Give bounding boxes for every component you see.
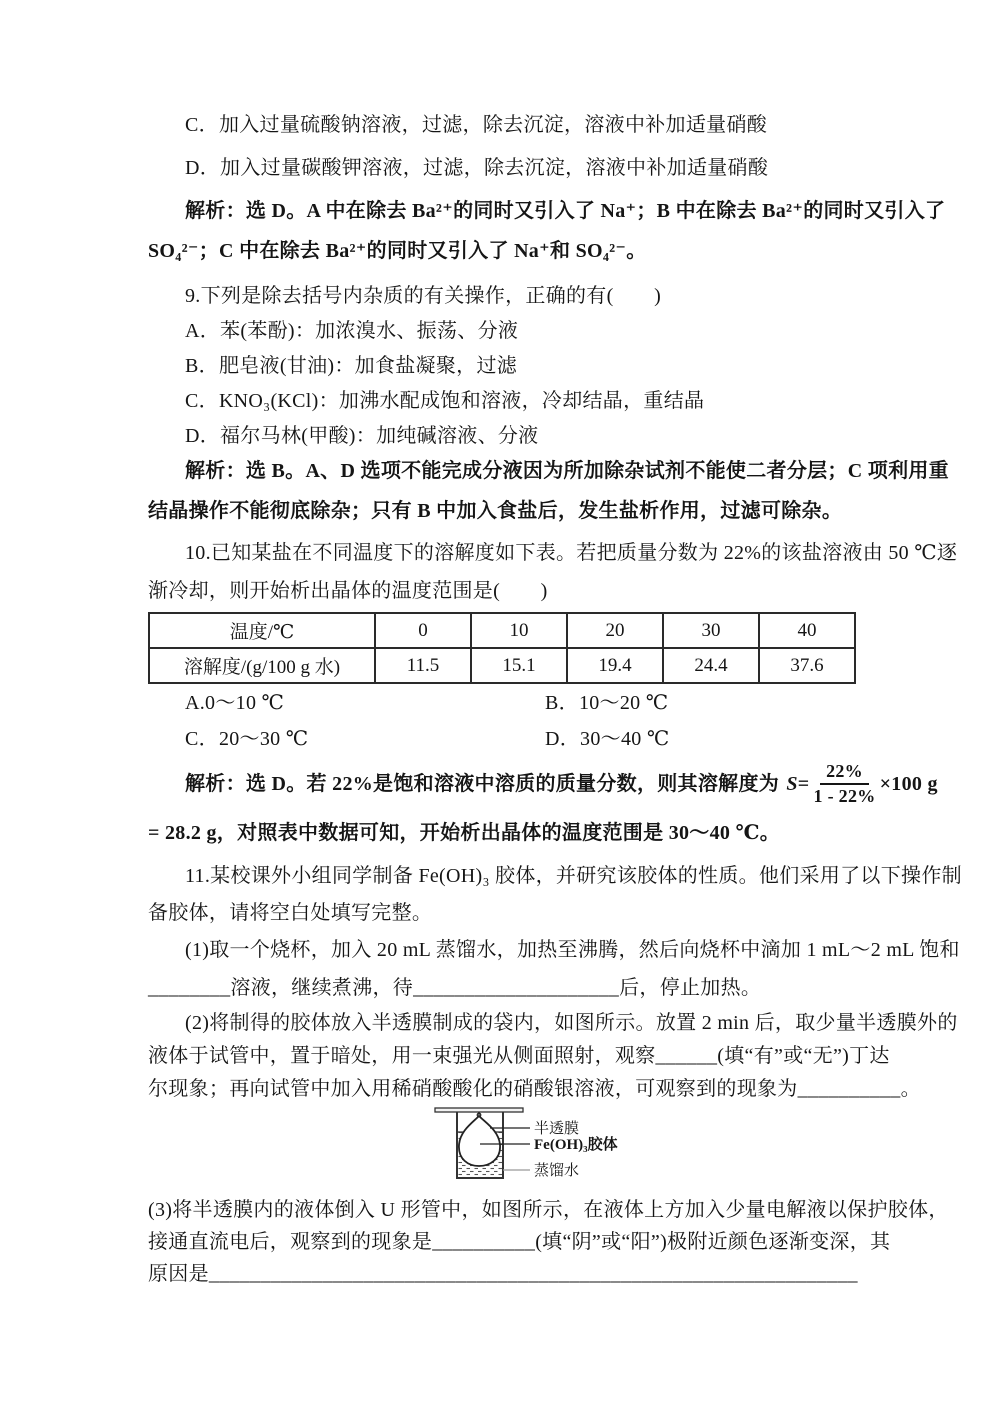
solubility-symbol: S bbox=[786, 772, 798, 795]
q9-option-a: A．苯(苯酚)：加浓溴水、振荡、分液 bbox=[185, 320, 519, 342]
table-cell: 20 bbox=[567, 613, 663, 648]
q9-option-d: D．福尔马林(甲酸)：加纯碱溶液、分液 bbox=[185, 425, 539, 447]
q10-stem-line1: 10.已知某盐在不同温度下的溶解度如下表。若把质量分数为 22%的该盐溶液由 50 ℃逐 bbox=[185, 542, 958, 564]
table-cell: 11.5 bbox=[375, 648, 471, 683]
q9-analysis-line1: 解析：选 B。A、D 选项不能完成分液因为所加除杂试剂不能使二者分层；C 项利用重 bbox=[185, 460, 949, 482]
membrane-bag bbox=[459, 1116, 500, 1166]
table-cell: 24.4 bbox=[663, 648, 759, 683]
q10-analysis-line2: = 28.2 g，对照表中数据可知，开始析出晶体的温度范围是 30～40 ℃。 bbox=[148, 822, 781, 844]
fraction-numerator: 22% bbox=[820, 761, 869, 785]
table-cell: 40 bbox=[759, 613, 855, 648]
q9-option-c: C．KNO₃(KCl)：加沸水配成饱和溶液，冷却结晶，重结晶 bbox=[185, 390, 705, 412]
membrane-label: 半透膜 bbox=[534, 1121, 580, 1137]
q9-option-b: B．肥皂液(甘油)：加食盐凝聚，过滤 bbox=[185, 355, 518, 377]
colloid-label: Fe(OH)₃胶体 bbox=[534, 1137, 618, 1153]
q10-analysis-pre: 解析：选 D。若 22%是饱和溶液中溶质的质量分数，则其溶解度为 bbox=[185, 772, 785, 795]
table-header-solubility: 溶解度/(g/100 g 水) bbox=[149, 648, 375, 683]
q11-stem-line2: 备胶体，请将空白处填写完整。 bbox=[148, 902, 433, 924]
fraction bbox=[813, 761, 875, 807]
solubility-table bbox=[148, 612, 856, 684]
equals-sign: = bbox=[797, 772, 810, 795]
q8-option-d: D．加入过量碳酸钾溶液，过滤，除去沉淀，溶液中补加适量硝酸 bbox=[185, 157, 769, 179]
table-cell: 10 bbox=[471, 613, 567, 648]
table-cell: 37.6 bbox=[759, 648, 855, 683]
table-cell: 15.1 bbox=[471, 648, 567, 683]
q11-part2-line3: 尔现象；再向试管中加入用稀硝酸酸化的硝酸银溶液，可观察到的现象为__________。 bbox=[148, 1078, 921, 1100]
q9-stem: 9.下列是除去括号内杂质的有关操作，正确的有( ) bbox=[185, 285, 662, 307]
table-row-temperature bbox=[149, 613, 855, 648]
support-rod bbox=[435, 1108, 523, 1112]
table-row-solubility bbox=[149, 648, 855, 683]
q10-option-a: A.0～10 ℃ bbox=[185, 692, 285, 714]
dialysis-diagram bbox=[430, 1098, 670, 1203]
water-label: 蒸馏水 bbox=[534, 1163, 580, 1179]
q10-analysis-line1 bbox=[185, 752, 938, 816]
q8-analysis-line1: 解析：选 D。A 中在除去 Ba²⁺的同时又引入了 Na⁺；B 中在除去 Ba²⁺的同时又引入了 bbox=[185, 200, 946, 222]
q11-part2-line2: 液体于试管中，置于暗处，用一束强光从侧面照射，观察______(填“有”或“无”)丁达 bbox=[148, 1045, 890, 1067]
table-cell: 19.4 bbox=[567, 648, 663, 683]
table-header-temperature: 温度/℃ bbox=[149, 613, 375, 648]
q9-analysis-line2: 结晶操作不能彻底除杂；只有 B 中加入食盐后，发生盐析作用，过滤可除杂。 bbox=[148, 500, 843, 522]
q11-part1-line2: ________溶液，继续煮沸，待____________________后，停止加热。 bbox=[148, 977, 762, 999]
q11-part3-line3: 原因是_______________________________________________________________ bbox=[148, 1263, 858, 1285]
q11-part3-line2: 接通直流电后，观察到的现象是__________(填“阴”或“阳”)极附近颜色逐渐变深，其 bbox=[148, 1231, 891, 1253]
diagram-svg bbox=[430, 1098, 670, 1198]
q11-stem-line1: 11.某校课外小组同学制备 Fe(OH)₃ 胶体，并研究该胶体的性质。他们采用了以下操作制 bbox=[185, 865, 962, 887]
q10-stem-line2: 渐冷却，则开始析出晶体的温度范围是( ) bbox=[148, 580, 548, 602]
q8-analysis-line2: SO₄²⁻；C 中在除去 Ba²⁺的同时又引入了 Na⁺和 SO₄²⁻。 bbox=[148, 240, 647, 262]
q8-option-c: C．加入过量硫酸钠溶液，过滤，除去沉淀，溶液中补加适量硝酸 bbox=[185, 114, 768, 136]
q10-option-c: C．20～30 ℃ bbox=[185, 728, 309, 750]
q10-option-d: D．30～40 ℃ bbox=[545, 728, 670, 750]
q10-option-b: B．10～20 ℃ bbox=[545, 692, 669, 714]
table-cell: 30 bbox=[663, 613, 759, 648]
fraction-denominator: 1 - 22% bbox=[813, 786, 876, 806]
q10-analysis-post: ×100 g bbox=[879, 772, 938, 795]
q11-part3-line1: (3)将半透膜内的液体倒入 U 形管中，如图所示，在液体上方加入少量电解液以保护胶体， bbox=[148, 1199, 949, 1221]
q11-part2-line1: (2)将制得的胶体放入半透膜制成的袋内，如图所示。放置 2 min 后，取少量半透膜外的 bbox=[185, 1012, 958, 1034]
q11-part1-line1: (1)取一个烧杯，加入 20 mL 蒸馏水，加热至沸腾，然后向烧杯中滴加 1 mL～2 mL 饱和 bbox=[185, 939, 960, 961]
table-cell: 0 bbox=[375, 613, 471, 648]
